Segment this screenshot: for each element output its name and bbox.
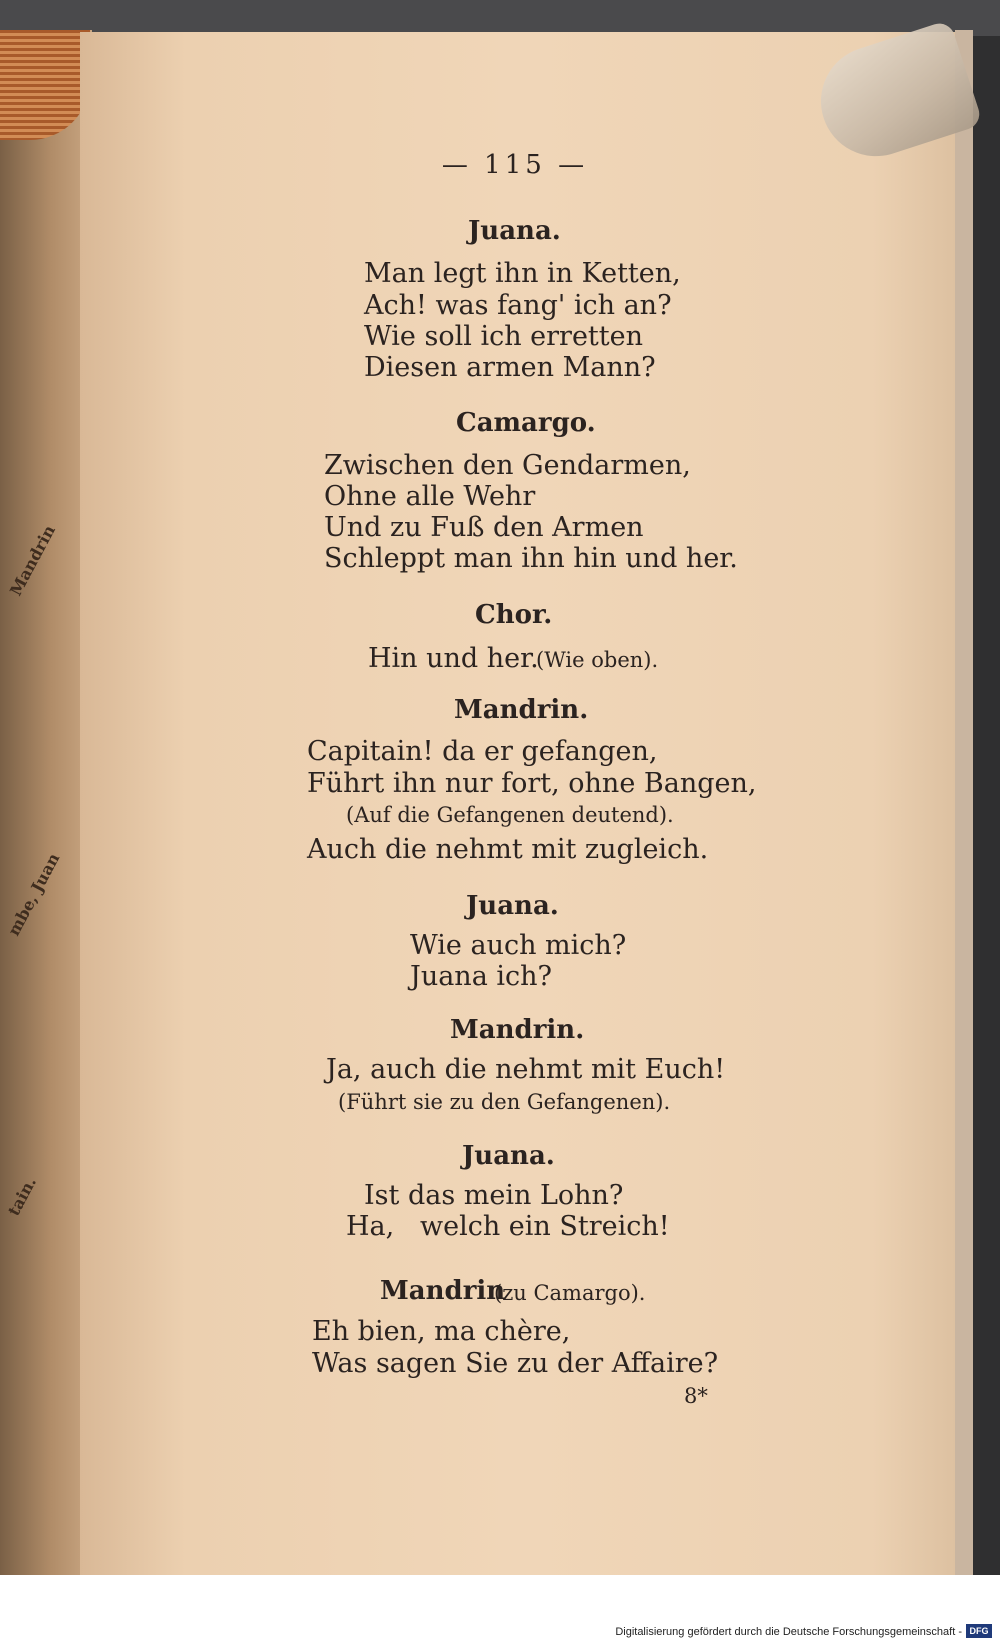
signature-mark: 8*: [684, 1384, 708, 1408]
verse-line: Zwischen den Gendarmen,: [324, 450, 691, 481]
dfg-logo: DFG: [966, 1624, 992, 1638]
page-number: — 115 —: [441, 150, 589, 180]
scan-top-strip: [0, 0, 1000, 36]
right-page-edge: [955, 30, 973, 1575]
stage-direction: (Wie oben).: [536, 648, 659, 672]
verse-line: Und zu Fuß den Armen: [324, 512, 644, 543]
verse-line: Ach! was fang' ich an?: [364, 290, 672, 321]
speaker-name: Juana.: [466, 891, 559, 921]
speaker-name: Mandrin.: [454, 695, 589, 725]
verse-line: Hin und her.: [368, 643, 539, 674]
verse-line: Führt ihn nur fort, ohne Bangen,: [307, 768, 757, 799]
left-page-edge: [0, 30, 92, 1575]
left-page-fragment: mbe, Juan: [4, 849, 64, 939]
stage-direction: (zu Camargo).: [494, 1281, 646, 1305]
verse-line: Ohne alle Wehr: [324, 481, 536, 512]
verse-line: Diesen armen Mann?: [364, 352, 656, 383]
speaker-name: Camargo.: [456, 408, 596, 438]
verse-line: Auch die nehmt mit zugleich.: [307, 834, 709, 865]
footer-credit: Digitalisierung gefördert durch die Deutsche Forschungsgemeinschaft -: [615, 1626, 962, 1638]
verse-line: Wie soll ich erretten: [364, 321, 644, 352]
left-page-fragment: Mandrin: [6, 521, 59, 599]
verse-line: Ha, welch ein Streich!: [346, 1211, 670, 1242]
speaker-name: Mandrin: [380, 1276, 506, 1306]
verse-line: Eh bien, ma chère,: [312, 1316, 571, 1347]
verse-line: Schleppt man ihn hin und her.: [324, 543, 738, 574]
verse-line: Capitain! da er gefangen,: [307, 736, 658, 767]
verse-line: Ja, auch die nehmt mit Euch!: [326, 1054, 726, 1085]
speaker-name: Mandrin.: [450, 1015, 585, 1045]
verse-line: Ist das mein Lohn?: [364, 1180, 624, 1211]
verse-line: Juana ich?: [410, 961, 553, 992]
left-page-fragment: tain.: [4, 1173, 41, 1219]
speaker-name: Chor.: [475, 600, 553, 630]
verse-line: Man legt ihn in Ketten,: [364, 258, 681, 289]
verse-line: Was sagen Sie zu der Affaire?: [312, 1348, 719, 1379]
speaker-name: Juana.: [468, 216, 561, 246]
verse-line: Wie auch mich?: [410, 930, 627, 961]
stage-direction: (Auf die Gefangenen deutend).: [346, 803, 674, 827]
stage-direction: (Führt sie zu den Gefangenen).: [338, 1090, 671, 1114]
speaker-name: Juana.: [462, 1141, 555, 1171]
